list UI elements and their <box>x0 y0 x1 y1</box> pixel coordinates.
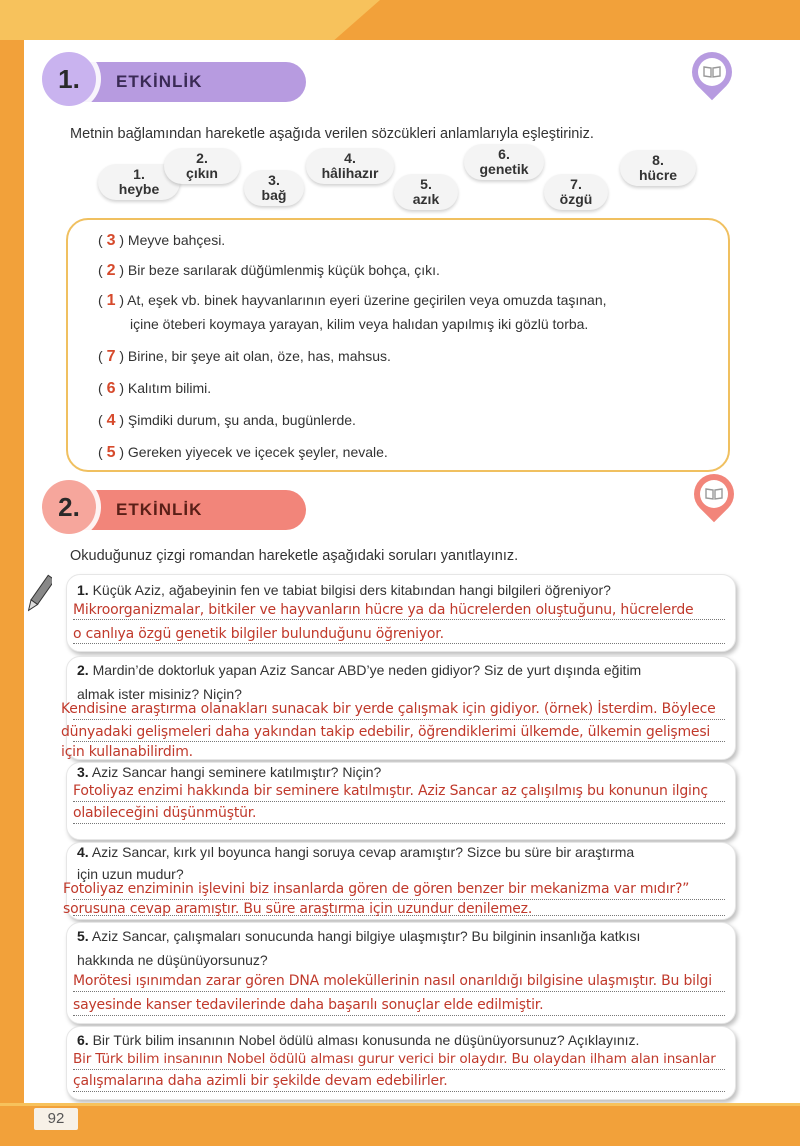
word-cloud-2: 2. çıkın <box>164 148 240 184</box>
answer-line[interactable]: Bir Türk bilim insanının Nobel ödülü alması gurur verici bir olaydır. Bu olaydan ilham alan insanlar <box>73 1051 716 1067</box>
word-cloud-8: 8. hücre <box>620 150 696 186</box>
word-cloud-6: 6. genetik <box>464 144 544 180</box>
question-text: 5. Aziz Sancar, çalışmaları sonucunda hangi bilgiye ulaşmıştır? Bu bilginin insanlığa katkısı <box>77 928 641 944</box>
definition-row: ( 6 ) Kalıtım bilimi. <box>98 380 212 397</box>
word-cloud-4: 4. hâlihazır <box>306 148 394 184</box>
question-box-2 <box>61 656 736 760</box>
answer-line[interactable]: için kullanabilirdim. <box>61 744 193 760</box>
word-cloud-3: 3. bağ <box>244 170 304 206</box>
question-box-3 <box>66 762 736 840</box>
question-box-1 <box>66 574 736 652</box>
question-text: 6. Bir Türk bilim insanının Nobel ödülü alması konusunda ne düşünüyorsunuz? Açıklayınız. <box>77 1032 640 1048</box>
word-cloud-1: 1. heybe <box>98 164 180 200</box>
page-number: 92 <box>34 1108 78 1130</box>
definition-row: ( 1 ) At, eşek vb. binek hayvanlarının eyeri üzerine geçirilen veya omuzda taşınan, <box>98 292 607 309</box>
activity2-instruction: Okuduğunuz çizgi romandan hareketle aşağıdaki soruları yanıtlayınız. <box>70 548 519 564</box>
answer-line[interactable]: Fotoliyaz enzimi hakkında bir seminere katılmıştır. Aziz Sancar az çalışılmış bu konunun ilginç <box>73 783 708 799</box>
answer-line[interactable]: sorusuna cevap aramıştır. Bu süre araştırma için uzundur denilemez. <box>63 901 533 917</box>
question-text: için uzun mudur? <box>77 866 184 882</box>
word-cloud-5: 5. azık <box>394 174 458 210</box>
answer-line[interactable]: Mikroorganizmalar, bitkiler ve hayvanların hücre ya da hücrelerden oluştuğunu, hücrelerde <box>73 602 694 618</box>
answer-line[interactable]: sayesinde kanser tedavilerinde daha başarılı sonuçlar elde edilmiştir. <box>73 997 544 1013</box>
footer-band <box>0 1106 800 1146</box>
pencil-icon <box>28 572 52 616</box>
activity2-header <box>42 480 262 536</box>
activity2-label: ETKİNLİK <box>80 490 306 530</box>
question-text: 3. Aziz Sancar hangi seminere katılmıştır? Niçin? <box>77 764 382 780</box>
activity1-number: 1. <box>42 52 96 106</box>
definition-row-cont: içine öteberi koymaya yarayan, kilim veya halıdan yapılmış iki gözlü torba. <box>130 316 589 332</box>
question-text: 1. Küçük Aziz, ağabeyinin fen ve tabiat bilgisi ders kitabından hangi bilgileri öğreniyor? <box>77 582 611 598</box>
question-text: 4. Aziz Sancar, kırk yıl boyunca hangi soruya cevap aramıştır? Sizce bu süre bir araştırma <box>77 844 635 860</box>
answer-line[interactable]: dünyadaki gelişmeleri daha yakından takip edebilir, öğrendiklerimi ülkemde, ülkemin gelişmesi <box>61 724 711 740</box>
definition-row: ( 5 ) Gereken yiyecek ve içecek şeyler, nevale. <box>98 444 388 461</box>
activity1-header <box>42 52 262 108</box>
definitions-box <box>66 218 730 472</box>
answer-line[interactable]: o canlıya özgü genetik bilgiler bulunduğunu öğreniyor. <box>73 626 444 642</box>
answer-line[interactable]: çalışmalarına daha azimli bir şekilde devam edebilirler. <box>73 1073 448 1089</box>
definition-row: ( 3 ) Meyve bahçesi. <box>98 232 226 249</box>
question-box-5 <box>66 922 736 1024</box>
word-cloud-7: 7. özgü <box>544 174 608 210</box>
definition-row: ( 7 ) Birine, bir şeye ait olan, öze, has, mahsus. <box>98 348 391 365</box>
answer-line[interactable]: olabileceğini düşünmüştür. <box>73 805 257 821</box>
question-text: hakkında ne düşünüyorsunuz? <box>77 952 268 968</box>
answer-line[interactable]: Morötesi ışınımdan zarar gören DNA moleküllerinin nasıl onarıldığı bilgisine ulaşmıştır. Bu bilgi <box>73 973 712 989</box>
answer-line[interactable]: Fotoliyaz enziminin işlevini biz insanlarda gören de gören benzer bir mekanizma var mıdır?” <box>63 881 690 897</box>
answer-line[interactable]: Kendisine araştırma olanakları sunacak bir yerde çalışmak için gidiyor. (örnek) İsterdim. Böylece <box>61 701 716 717</box>
activity1-label: ETKİNLİK <box>80 62 306 102</box>
definition-row: ( 2 ) Bir beze sarılarak düğümlenmiş küçük bohça, çıkı. <box>98 262 440 279</box>
activity2-number: 2. <box>42 480 96 534</box>
question-box-4 <box>63 842 736 920</box>
activity1-instruction: Metnin bağlamından hareketle aşağıda verilen sözcükleri anlamlarıyla eşleştiriniz. <box>70 126 594 142</box>
question-text: almak ister misiniz? Niçin? <box>77 686 242 702</box>
question-text: 2. Mardin’de doktorluk yapan Aziz Sancar ABD’ye neden gidiyor? Siz de yurt dışında eğitim <box>77 662 642 678</box>
definition-row: ( 4 ) Şimdiki durum, şu anda, bugünlerde. <box>98 412 356 429</box>
question-box-6 <box>66 1026 736 1100</box>
corner-tab <box>0 0 380 40</box>
